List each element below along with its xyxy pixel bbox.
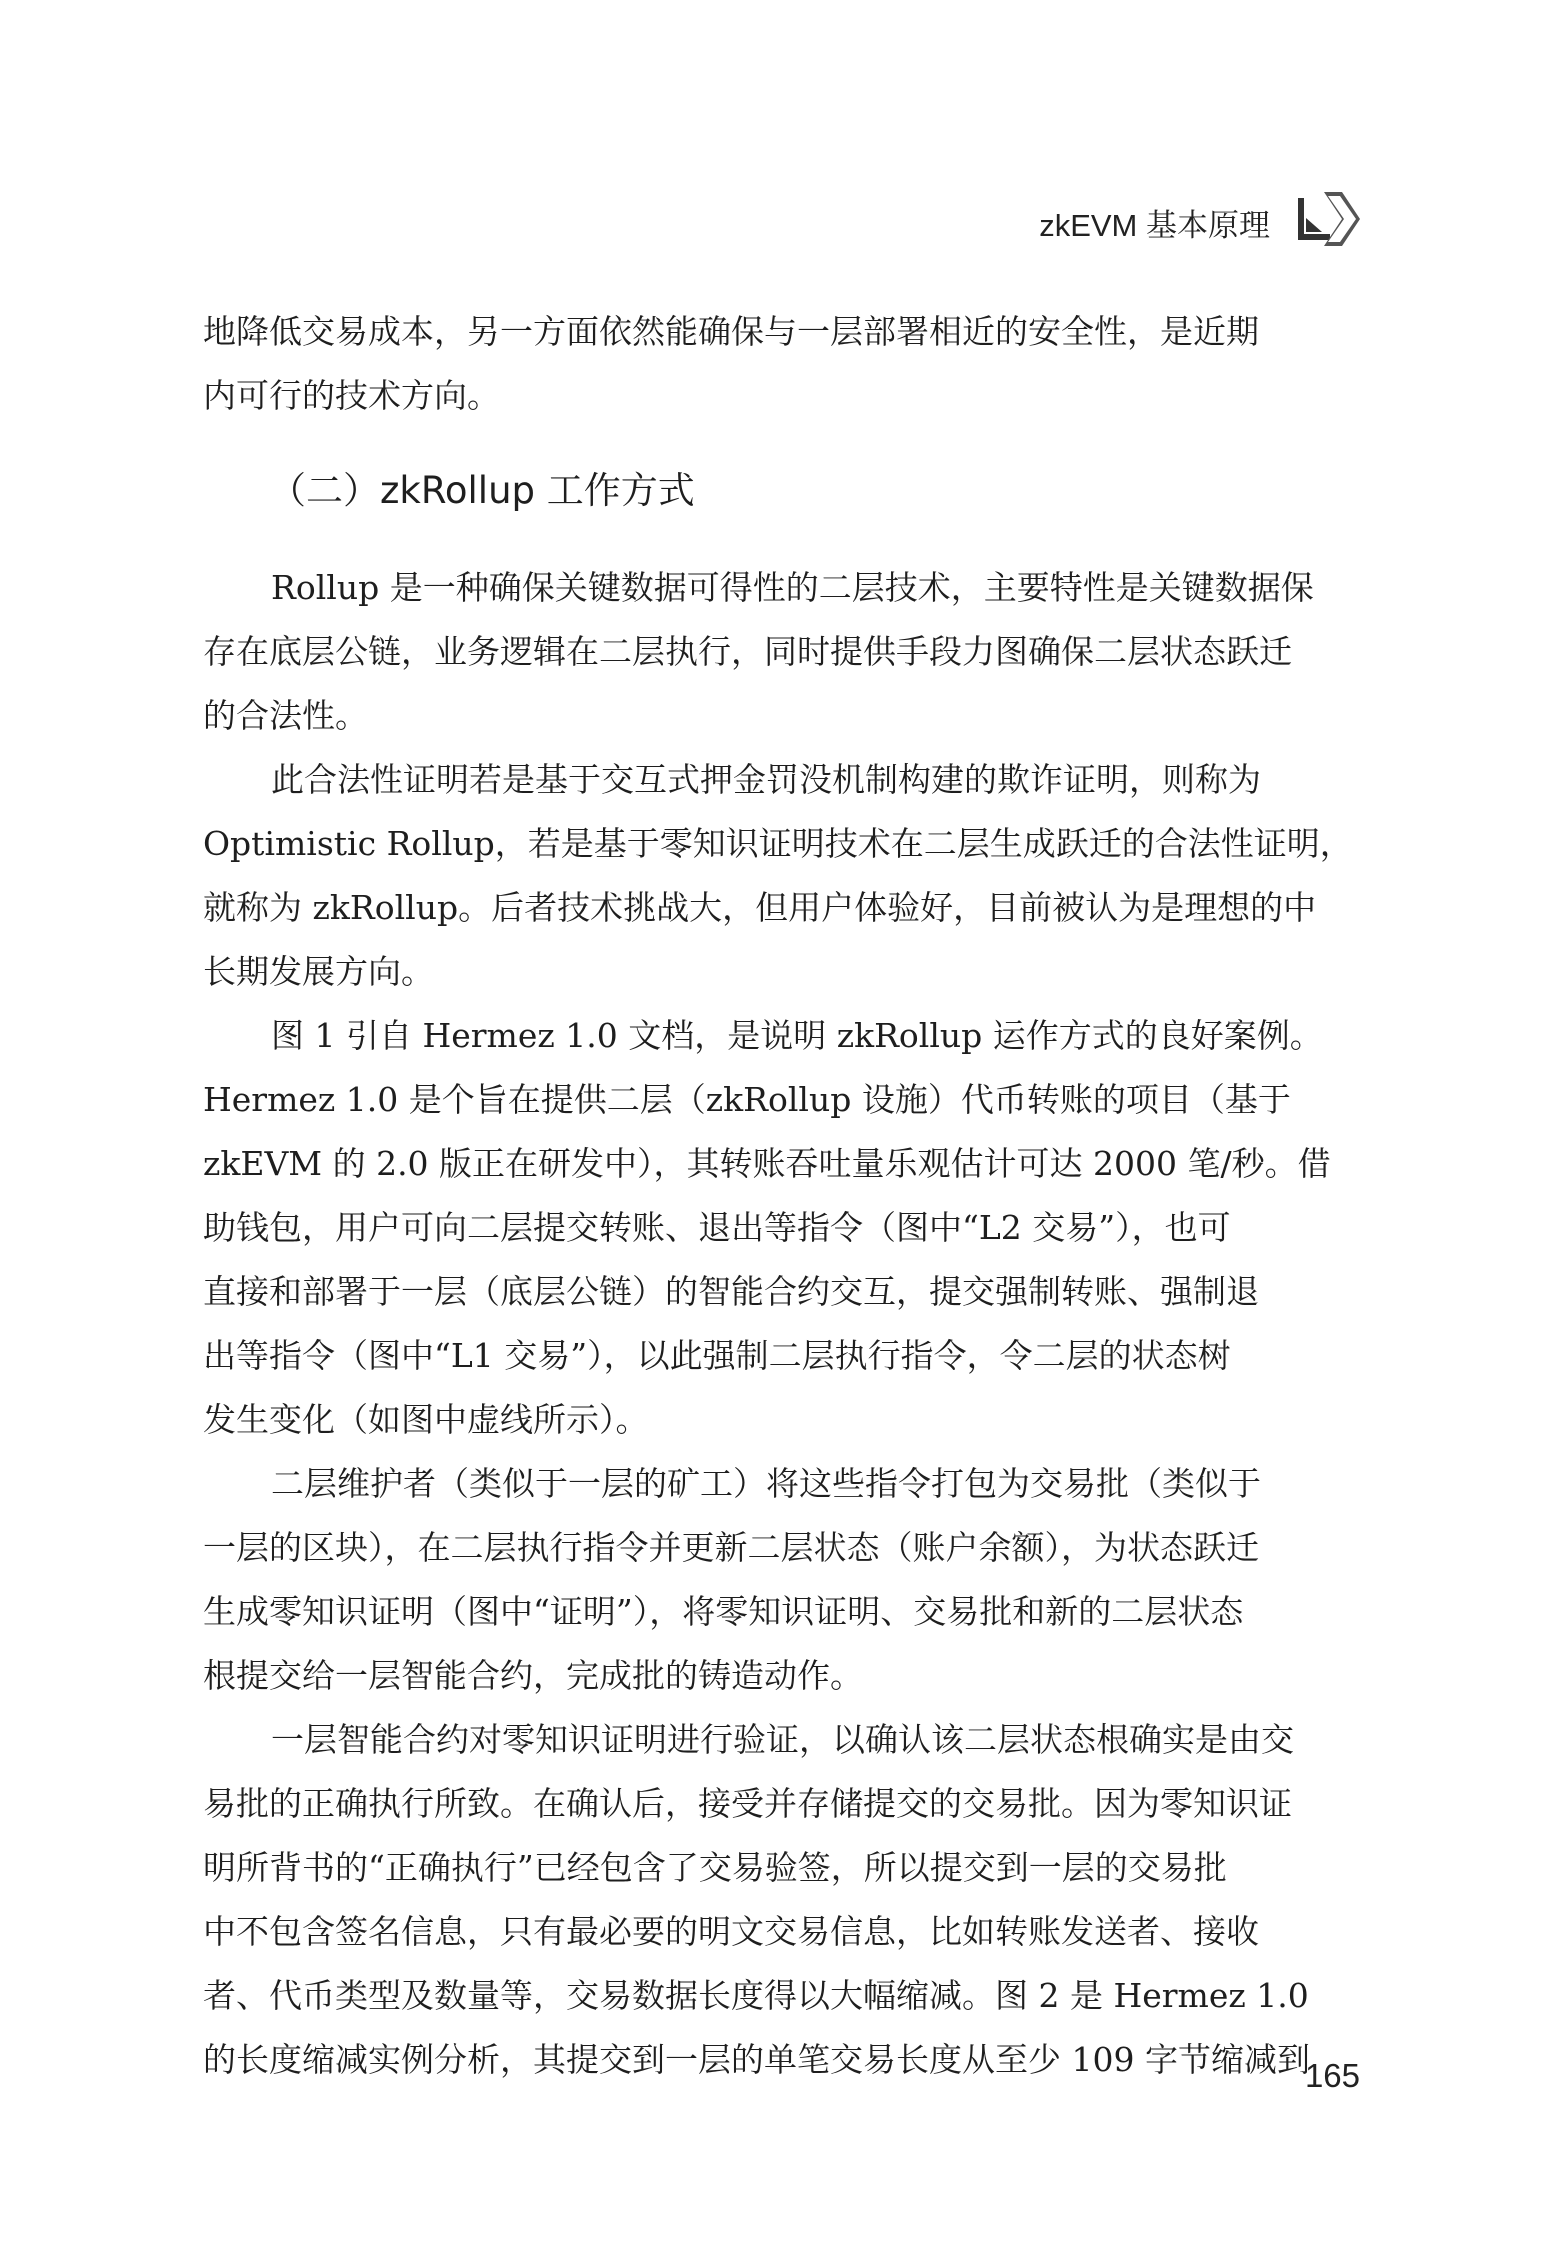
- paragraph-line: 者、代币类型及数量等，交易数据长度得以大幅缩减。图 2 是 Hermez 1.0: [203, 1976, 1309, 2015]
- paragraph-line: 一层智能合约对零知识证明进行验证，以确认该二层状态根确实是由交: [271, 1720, 1294, 1759]
- paragraph-line: Hermez 1.0 是个旨在提供二层（zkRollup 设施）代币转账的项目（基于: [203, 1080, 1291, 1119]
- paragraph: [203, 1708, 1363, 2092]
- paragraph-line: 直接和部署于一层（底层公链）的智能合约交互，提交强制转账、强制退: [203, 1272, 1259, 1311]
- paragraph-line: zkEVM 的 2.0 版正在研发中），其转账吞吐量乐观估计可达 2000 笔/秒。借: [203, 1144, 1331, 1183]
- intro-line: 地降低交易成本，另一方面依然能确保与一层部署相近的安全性，是近期: [203, 312, 1259, 351]
- paragraph-line: 的长度缩减实例分析，其提交到一层的单笔交易长度从至少 109 字节缩减到: [203, 2040, 1310, 2079]
- paragraph-line: 易批的正确执行所致。在确认后，接受并存储提交的交易批。因为零知识证: [203, 1784, 1292, 1823]
- paragraph-line: 存在底层公链，业务逻辑在二层执行，同时提供手段力图确保二层状态跃迁: [203, 632, 1292, 671]
- paragraph-line: Optimistic Rollup，若是基于零知识证明技术在二层生成跃迁的合法性证明，: [203, 824, 1353, 863]
- paragraph-line: Rollup 是一种确保关键数据可得性的二层技术，主要特性是关键数据保: [271, 568, 1314, 607]
- paragraph-line: 图 1 引自 Hermez 1.0 文档，是说明 zkRollup 运作方式的良好案例。: [271, 1016, 1323, 1055]
- paragraph-line: 长期发展方向。: [203, 952, 434, 991]
- intro-line: 内可行的技术方向。: [203, 376, 500, 415]
- paragraph: [203, 1452, 1363, 1708]
- paragraph-line: 一层的区块），在二层执行指令并更新二层状态（账户余额），为状态跃迁: [203, 1528, 1259, 1567]
- paragraph-line: 中不包含签名信息，只有最必要的明文交易信息，比如转账发送者、接收: [203, 1912, 1259, 1951]
- paragraph-line: 根提交给一层智能合约，完成批的铸造动作。: [203, 1656, 863, 1695]
- body-text: [203, 300, 1363, 2092]
- paragraph-line: 明所背书的“正确执行”已经包含了交易验签，所以提交到一层的交易批: [203, 1848, 1227, 1887]
- paragraph: [203, 1004, 1363, 1452]
- paragraph-line: 就称为 zkRollup。后者技术挑战大，但用户体验好，目前被认为是理想的中: [203, 888, 1317, 927]
- running-header-title: zkEVM 基本原理: [1039, 208, 1270, 243]
- paragraph: [203, 556, 1363, 748]
- paragraph-line: 助钱包，用户可向二层提交转账、退出等指令（图中“L2 交易”），也可: [203, 1208, 1231, 1247]
- paragraph-line: 二层维护者（类似于一层的矿工）将这些指令打包为交易批（类似于: [271, 1464, 1261, 1503]
- paragraph-line: 此合法性证明若是基于交互式押金罚没机制构建的欺诈证明，则称为: [271, 760, 1261, 799]
- paragraph-line: 出等指令（图中“L1 交易”），以此强制二层执行指令，令二层的状态树: [203, 1336, 1231, 1375]
- paragraph: [203, 748, 1363, 1004]
- paragraph-line: 生成零知识证明（图中“证明”），将零知识证明、交易批和新的二层状态: [203, 1592, 1244, 1631]
- section-heading: （二）zkRollup 工作方式: [269, 469, 695, 512]
- chapter-arrow-icon: [1290, 188, 1362, 250]
- page-number: 165: [1304, 2057, 1360, 2094]
- paragraph-line: 发生变化（如图中虚线所示）。: [203, 1400, 649, 1439]
- paragraph-line: 的合法性。: [203, 696, 368, 735]
